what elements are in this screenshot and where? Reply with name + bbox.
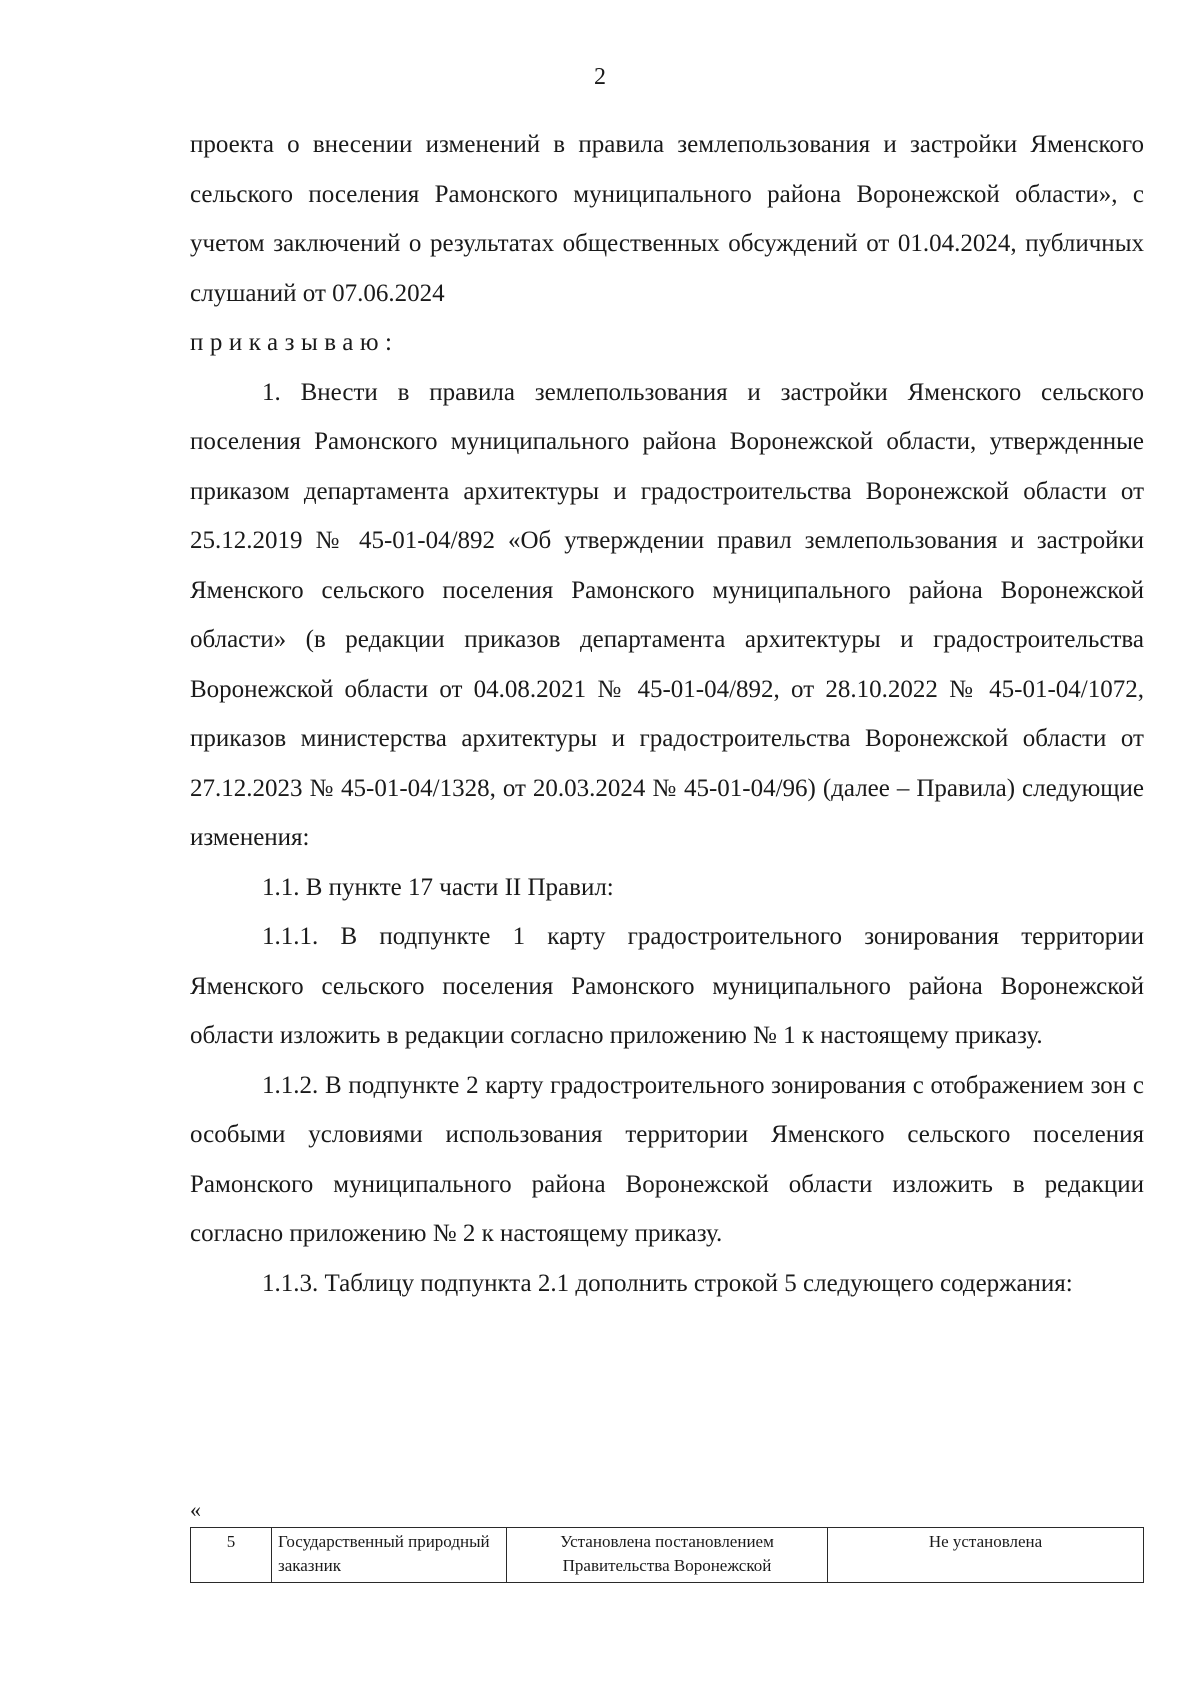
table-cell-number: 5 [191,1528,272,1583]
inserted-table-row [190,1527,1144,1583]
paragraph-item-1: 1. Внести в правила землепользования и застройки Яменского сельского поселения Рамонского муниципального района Воронежской области, утвержденные приказом департамента архитектуры и градостроительства Воронежской области от 25.12.2019 № 45-01-04/892 «Об утверждении правил землепользования и застройки Яменского сельского поселения Рамонского муниципального района Воронежской области» (в редакции приказов департамента архитектуры и градостроительства Воронежской области от 04.08.2021 № 45-01-04/892, от 28.10.2022 № 45-01-04/1072, приказов министерства архитектуры и градостроительства Воронежской области от 27.12.2023 № 45-01-04/1328, от 20.03.2024 № 45-01-04/96) (далее – Правила) следующие изменения: [190,378,1144,851]
opening-quote-mark: « [190,1497,201,1522]
table-row [191,1528,1144,1583]
page-number: 2 [594,64,606,90]
paragraph-preamble: проекта о внесении изменений в правила землепользования и застройки Яменского сельского поселения Рамонского муниципального района Воронежской области», с учетом заключений о результатах общественных обсуждений от 01.04.2024, публичных слушаний от 07.06.2024 [190,131,1144,307]
paragraph-item-1-1-2: 1.1.2. В подпункте 2 карту градостроительного зонирования с отображением зон с особыми условиями использования территории Яменского сельского поселения Рамонского муниципального района Воронежской области изложить в редакции согласно приложению № 2 к настоящему приказу. [190,1071,1144,1247]
table-cell-basis: Установлена постановлением Правительства Воронежской [507,1528,828,1583]
paragraph-item-1-1: 1.1. В пункте 17 части II Правил: [262,873,614,901]
paragraph-item-1-1-3: 1.1.3. Таблицу подпункта 2.1 дополнить строкой 5 следующего содержания: [262,1269,1073,1297]
document-body [190,120,1144,1308]
paragraph-item-1-1-1: 1.1.1. В подпункте 1 карту градостроительного зонирования территории Яменского сельского поселения Рамонского муниципального района Воронежской области изложить в редакции согласно приложению № 1 к настоящему приказу. [190,923,1144,1049]
table-cell-name: Государственный природный заказник [272,1528,507,1583]
paragraph-order-word: приказываю: [190,329,399,356]
table-cell-status: Не установлена [828,1528,1144,1583]
